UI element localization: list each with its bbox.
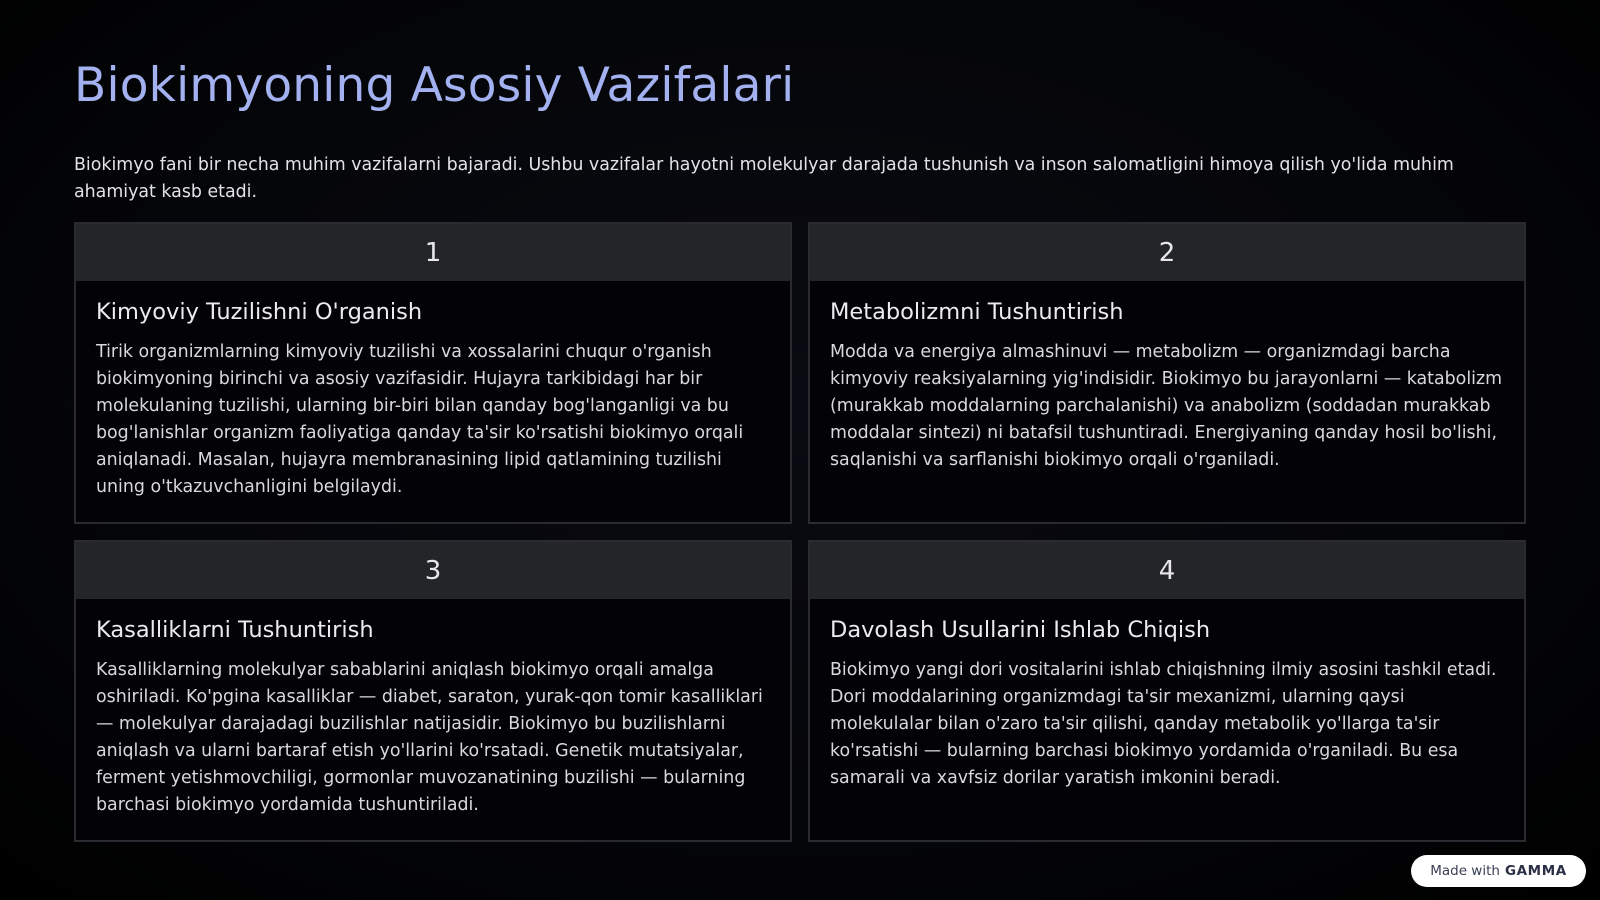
card-title: Davolash Usullarini Ishlab Chiqish	[830, 617, 1211, 643]
card-3	[74, 540, 792, 842]
card-number: 3	[76, 542, 790, 599]
card-number: 2	[810, 224, 1524, 281]
card-title: Kasalliklarni Tushuntirish	[96, 617, 374, 643]
card-text: Kasalliklarning molekulyar sabablarini aniqlash biokimyo orqali amalga oshiriladi. Ko'pgina kasalliklar — diabet, saraton, yurak-qon tomir kasalliklari — molekulyar darajadagi buzilishlar natijasidir. Biokimyo bu buzilishlarni aniqlash va ularni bartaraf etish yo'llarini ko'rsatadi. Genetik mutatsiyalar, ferment yetishmovchiligi, gormonlar muvozanatining buzilishi — bularning barchasi biokimyo yordamida tushuntiriladi.	[96, 660, 763, 815]
card-number: 1	[76, 224, 790, 281]
card-4	[808, 540, 1526, 842]
badge-prefix: Made with	[1430, 863, 1500, 879]
card-body	[76, 599, 790, 819]
slide-title: Biokimyoning Asosiy Vazifalari	[74, 58, 795, 113]
cards-grid	[74, 222, 1526, 842]
card-number: 4	[810, 542, 1524, 599]
card-text: Biokimyo yangi dori vositalarini ishlab chiqishning ilmiy asosini tashkil etadi. Dori moddalarining organizmdagi ta'sir mexanizmi, ularning qaysi molekulalar bilan o'zaro ta'sir qilishi, qanday metabolik yo'llarga ta'sir ko'rsatishi — bularning barchasi biokimyo yordamida o'rganiladi. Bu esa samarali va xavfsiz dorilar yaratish imkonini beradi.	[830, 660, 1497, 788]
gamma-logo: GAMMA	[1504, 863, 1567, 879]
card-title: Kimyoviy Tuzilishni O'rganish	[96, 299, 423, 325]
card-title: Metabolizmni Tushuntirish	[830, 299, 1124, 325]
card-body	[810, 599, 1524, 792]
card-1	[74, 222, 792, 524]
card-body	[76, 281, 790, 501]
card-text: Modda va energiya almashinuvi — metabolizm — organizmdagi barcha kimyoviy reaksiyalarning yig'indisidir. Biokimyo bu jarayonlarni — katabolizm (murakkab moddalarning parchalanishi) va anabolizm (soddadan murakkab moddalar sintezi) ni batafsil tushuntiradi. Energiyaning qanday hosil bo'lishi, saqlanishi va sarflanishi biokimyo orqali o'rganiladi.	[830, 342, 1503, 470]
card-body	[810, 281, 1524, 474]
card-text: Tirik organizmlarning kimyoviy tuzilishi va xossalarini chuqur o'rganish biokimyoning birinchi va asosiy vazifasidir. Hujayra tarkibidagi har bir molekulaning tuzilishi, ularning bir-biri bilan qanday bog'langanligi va bu bog'lanishlar organizm faoliyatiga qanday ta'sir ko'rsatishi biokimyo orqali aniqlanadi. Masalan, hujayra membranasining lipid qatlamining tuzilishi uning o'tkazuvchanligini belgilaydi.	[96, 342, 744, 497]
card-2	[808, 222, 1526, 524]
intro-paragraph: Biokimyo fani bir necha muhim vazifalarni bajaradi. Ushbu vazifalar hayotni molekulyar darajada tushunish va inson salomatligini himoya qilish yo'lida muhim ahamiyat kasb etadi.	[74, 155, 1454, 202]
made-with-gamma-badge[interactable]	[1411, 855, 1586, 887]
